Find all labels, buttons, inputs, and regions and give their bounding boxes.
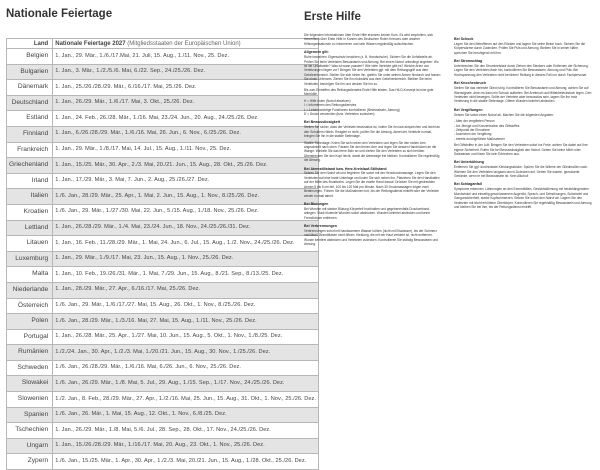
country-cell: Lettland [7, 220, 53, 236]
table-header-row [7, 39, 319, 49]
section-heading: Bei Blutungen [304, 201, 329, 206]
country-cell: Polen [7, 314, 53, 330]
section-heading: Bei Vergiftungen [454, 107, 483, 112]
holidays-table [6, 38, 319, 470]
country-cell: Luxemburg [7, 251, 53, 267]
country-cell: Ungarn [7, 438, 53, 454]
holiday-dates-cell: 1. Jan., 26./28./29. Mär., 1./4. Mai, 23./24. Jun., 18. Nov., 24./25./26./31. Dez. [53, 220, 319, 236]
paragraph: Bei Wunden mit starker Blutung Körperteil hochhalten und gegebenenfalls Druckverband anlegen. Stark blutende Wunden sofort abdrücken. Wunden keimfrei abdecken und keine Fremdkörper entfernen. [304, 206, 431, 220]
holiday-header-title: Nationale Feiertage 2027 [55, 40, 126, 47]
section-heading: Bei Stromschlag [454, 59, 483, 64]
holiday-dates-cell: 1./2. Jan., 8. Feb., 28./29. Mär., 27. Apr., 1./2./16. Mai, 25. Jun., 15. Aug., 31. Okt., 1. Nov., 25./26. Dez. [53, 392, 319, 408]
holiday-dates-cell: 1. Jan., 15./25. Mär., 30. Apr., 2./3. Mai, 20./21. Jun., 15. Aug., 28. Okt., 25./26. Dez. [53, 158, 319, 174]
country-cell: Belgien [7, 49, 53, 65]
paragraph: Unterbrechen Sie den Stromkreislauf durch Ziehen des Steckers oder Entfernen der Sicherung. Legen Sie den Verletzten flach hin, kontrollieren Sie Bewusstsein, Atmung und Puls. Bei Hochspannung den Verletzten nicht berühren! Rettung in diesem Fall nur durch Fachpersonal. [454, 64, 589, 77]
table-row [7, 95, 319, 111]
country-cell: Italien [7, 189, 53, 205]
country-cell: Deutschland [7, 95, 53, 111]
list-item: - Art, Menge und Konzentration des Giftstoffes [454, 123, 520, 128]
table-row [7, 142, 319, 158]
first-aid-column-right [454, 33, 592, 211]
table-row [7, 189, 319, 205]
bullet-list [454, 119, 592, 141]
section-heading: Bei Atemstillstand bzw. Herz-Kreislauf-Stillstand [304, 166, 387, 171]
table-row [7, 236, 319, 252]
first-aid-column-left [304, 33, 442, 249]
holiday-dates-cell: 1. Jan., 28./29. Mär., 27. Apr., 6./16./17. Mai, 25./26. Dez. [53, 282, 319, 298]
country-cell: Frankreich [7, 142, 53, 158]
section-heading: Allgemein gilt: [304, 50, 329, 55]
list-item: H = Hilfe holen (Notruf absetzen) [304, 98, 351, 103]
paragraph: Setzen Sie den Notruf ab und beginnen Sie sofort mit der Herzdruckmassage. Legen Sie den Verletzten auf eine harte Unterlage und knien Sie sich neben ihn. Platzieren Sie den Handballen auf der Mitte des Brustkorbs. Legen Sie die zweite Hand darauf. Drücken Sie mit gestreckten Armen 5 bis 6 cm tief, 100 bis 120 Mal pro Minute. Nach 30 Druckmassagen folgen zwei Beatmungen. Führen Sie die Maßnahmen fort, bis der Rettungsdienst eintrifft oder der Verletzte wieder normal atmet. [304, 171, 440, 198]
holiday-dates-cell: 1. Jan., 6./26./28./29. Mär., 1./6./16. Mai, 26. Jun., 6. Nov., 6./25./26. Dez. [53, 126, 319, 142]
holiday-dates-cell: 1. Jan., 15./26./28./29. Mär., 1./16./17. Mai, 20. Aug., 23. Okt., 1. Nov., 25./26. Dez. [53, 438, 319, 454]
table-row [7, 392, 319, 408]
table-row [7, 438, 319, 454]
holiday-dates-cell: 1./6. Jan., 28./29. Mär., 1./3./16. Mai, 27. Mai, 15. Aug., 1./11. Nov., 25./26. Dez. [53, 314, 319, 330]
table-row [7, 49, 319, 65]
paragraph: Entfernen Sie ggf. durchnässte Kleidungsstücke. Spüren Sie die Wärme der Gliedmaßen nach. Wärmen Sie den Verletzten langsam durch Zudecken auf. Geben Sie warme, gezuckerte Getränke, wenn er bei Bewusstsein ist. Kein Alkohol! [454, 165, 589, 179]
paragraph: Setzen Sie sofort einen Notruf ab. Machen Sie die folgenden Angaben: [454, 112, 554, 117]
country-cell: Zypern [7, 454, 53, 470]
table-row [7, 282, 319, 298]
list-item: - Zeitpunkt der Einnahme [454, 127, 490, 132]
table-row [7, 267, 319, 283]
table-row [7, 345, 319, 361]
page-title-first-aid: Erste Hilfe [304, 11, 361, 23]
holiday-dates-cell: 1./6. Jan., 26./29. Mär., 1./8. Mai, 5. Jul., 29. Aug., 1./15. Sep., 1./17. Nov., 24./25./26. Dez. [53, 376, 319, 392]
country-cell: Österreich [7, 298, 53, 314]
paragraph: Bis zum Eintreffen des Rettungsdienstes Erste Hilfe leisten. Das HILD-Konzept ist eine gute Merkhilfe. [304, 87, 434, 97]
table-row [7, 173, 319, 189]
page-title: Nationale Feiertage [6, 8, 113, 20]
section-heading: Bei Unterkühlung [454, 160, 484, 165]
country-cell: Estland [7, 111, 53, 127]
holiday-dates-cell: 1. Jan., 26./29. Mär., 1./8. Mai, 5./6. Jul., 28. Sep., 28. Okt., 17. Nov., 24./25./26. Dez. [53, 423, 319, 439]
table-row [7, 111, 319, 127]
table-row [7, 376, 319, 392]
country-cell: Niederlande [7, 282, 53, 298]
list-item: I = Informieren des Rettungsdienstes [304, 103, 357, 108]
country-cell: Kroatien [7, 204, 53, 220]
section-heading: Bei Bewusstlosigkeit [304, 120, 340, 125]
country-cell: Dänemark [7, 80, 53, 96]
table-row [7, 360, 319, 376]
holiday-dates-cell: 1. Jan., 29. Mär., 1./6./17.Mai, 21. Juli, 15. Aug., 1./11. Nov., 25. Dez. [53, 49, 319, 65]
holiday-dates-cell: 1. Jan., 29. Mär., 1./8./17. Mai, 14. Jul., 15. Aug., 1./11. Nov., 25. Dez. [53, 142, 319, 158]
country-cell: Tschechien [7, 423, 53, 439]
paragraph: Symptome erkennen: Lähmungen an den Extremitäten, Gesichtslähmung mit herabhängendem Mundwinkel und einseitig geschlossenem Augenlid, Sprach- und Sehstörungen, Schwindel und Gangunsicherheit, starke Kopfschmerzen. Setzen Sie sofort den Notruf ab. Lagern Sie den Verletzten mit leicht erhöhtem Oberkörper. Kontrollieren Sie regelmäßig Bewusstsein und Atmung und bleiben Sie bei ihm, bis der Rettungsdienst eintrifft. [454, 187, 592, 209]
list-item: - Alter der vergifteten Person [454, 119, 495, 124]
holiday-dates-cell: 1. Jan., 26./29. Mär., 1./6./17. Mai, 3. Okt., 25./26. Dez. [53, 95, 319, 111]
country-cell: Portugal [7, 329, 53, 345]
table-row [7, 454, 319, 470]
holiday-dates-cell: 1. Jan., 25./26./28./29. Mär., 6./16./17. Mai, 25./26. Dez. [53, 80, 319, 96]
holiday-dates-cell: 1. Jan., 3. Mär., 1./2./5./6. Mai, 6./22. Sep., 24./25./26. Dez. [53, 64, 319, 80]
paragraph: Stellen Sie das verletzte Glied ruhig. Kontrollieren Sie Bewusstsein und Atmung, achten Sie auf Warnsignale, denn es kann ein Schock auftreten. Bei Armbruch auf Mitteldreieckstuch legen. Den Verletzten nicht bewegen. Sollte der Verletzte aber bewusstlos sein, lagern Sie ihn trotz Verletzung in die stabile Seitenlage. Offene Wunden keimfrei abdecken. [454, 86, 592, 104]
table-row [7, 64, 319, 80]
paragraph: Ruhe bewahren. Eigenschutz beachten (z. B. Handschuhe). Sichern Sie die Unfallstelle ab. Prüfen Sie beim Verletzten Bewusstsein und Atmung. Bei einem Notruf unbedingt angeben: Wo ist die Unfallstelle? Was ist wann passiert? Wie viele Verletzte gibt es? Welche Arten von Verletzungen liegen vor? Bringen Sie den Verletzten ggf. mit dem Rettungsgriff aus dem Gefahrenbereich. Stellen Sie sich hinter ihn, greifen Sie unter seinen Armen hindurch und fassen Sie einen Unterarm. Ziehen Sie ihn rückwärts aus dem Gefahrenbereich. Bleiben Sie beim Verletzten, beruhigen Sie ihn und decken Sie ihn zu. [304, 55, 441, 86]
table-row [7, 158, 319, 174]
country-cell: Finnland [7, 126, 53, 142]
holiday-header [53, 39, 319, 49]
table-row [7, 220, 319, 236]
holiday-header-subtitle: (Mitgliedsstaaten der Europäischen Union) [127, 40, 241, 47]
section-heading: Bei Knochenbruch [454, 81, 486, 86]
holiday-dates-cell: 1. Jan., 16. Feb., 11./28./29. Mär., 1. Mai, 24. Jun., 6. Jul., 15. Aug., 1./2. Nov., 24./25./26. Dez. [53, 236, 319, 252]
holiday-dates-cell: 1./6. Jan., 28./29. Mär., 25. Apr., 1. Mai, 2. Jun., 15. Aug., 1. Nov., 8./25./26. Dez. [53, 189, 319, 205]
table-row [7, 314, 319, 330]
holiday-dates-cell: 1./6. Jan., 26./28./29. Mär., 1./6./16. Mai, 6./26. Jun., 6. Nov., 25./26. Dez. [53, 360, 319, 376]
table-row [7, 423, 319, 439]
table-row [7, 204, 319, 220]
country-cell: Slowakei [7, 376, 53, 392]
paragraph: Stellen Sie sicher, dass der Verletzte bewusstlos ist, indem Sie ihn laut ansprechen und leicht an den Schultern rütteln. Reagiert er nicht, prüfen Sie die Atmung. Atmet der Verletzte normal, bringen Sie ihn in die stabile Seitenlage. [304, 125, 441, 139]
section-heading: Bei Schock [454, 37, 474, 41]
table-row [7, 80, 319, 96]
list-item: - bereits durchgeführte Maßnahmen [454, 136, 505, 141]
section-heading: Bei Verbrennungen [304, 224, 337, 229]
holiday-dates-cell: 1. Jan., 10. Feb., 19./26./31. Mär., 1. Mai, 7./29. Jun., 15. Aug., 8./21. Sep., 8./13./25. Dez. [53, 267, 319, 283]
list-item: - Anzeichen der Vergiftung [454, 132, 492, 137]
holiday-dates-cell: 1./6. Jan., 29. Mär., 1./27./30. Mai, 22. Jun., 5./15. Aug., 1./18. Nov., 25./26. Dez. [53, 204, 319, 220]
first-aid-text [304, 33, 596, 418]
first-aid-page [300, 0, 600, 423]
country-cell: Litauen [7, 236, 53, 252]
holiday-dates-cell: 1./6. Jan., 26. Mär., 1. Mai, 15. Aug., 12. Okt., 1. Nov., 6./8./25. Dez. [53, 407, 319, 423]
list-item: L = Lebenswichtige Funktionen kontrollieren (Bewusstsein, Atmung) [304, 107, 400, 112]
holiday-rows [7, 49, 319, 470]
table-row [7, 126, 319, 142]
bullet-list [304, 99, 442, 117]
country-cell: Rumänien [7, 345, 53, 361]
country-cell: Bulgarien [7, 64, 53, 80]
holiday-dates-cell: 1./6. Jan., 15./25. Mär., 1. Apr., 30. Apr., 1./2./3. Mai, 20./21. Jun., 15. Aug., 1./28. Okt., 25./26. Dez. [53, 454, 319, 470]
table-row [7, 407, 319, 423]
paragraph: Verbrennungen sofort mit handwarmem Wasser kühlen (nicht mit Eiswasser), bis der Schmerz nachlässt. Brandblasen nicht öffnen. Kleidung, die mit der Haut verklebt ist, nicht entfernen. Wunde keimfrei abdecken und Verletzten zudecken. Kontrollieren Sie ständig Bewusstsein und Atmung. [304, 228, 438, 247]
paragraph: Legen Sie den Betroffenen auf den Rücken und lagern Sie seine Beine hoch. Sichern Sie die Körperwärme durch Zudecken. Prüfen Sie Puls und Atmung. Bleiben Sie in seiner Nähe, sprechen Sie beruhigend mit ihm. [454, 41, 586, 55]
table-row [7, 329, 319, 345]
table-row [7, 251, 319, 267]
holiday-dates-cell: 1. Jan., 17./29. Mär., 3. Mai, 7. Jun., 2. Aug., 25./26./27. Dez. [53, 173, 319, 189]
holiday-dates-cell: 1. Jan., 26./28. Mär., 25. Apr., 1./27. Mai, 10. Jun., 15. Aug., 5. Okt., 1. Nov., 1./8./25. Dez. [53, 329, 319, 345]
holiday-dates-cell: 1./2./24. Jan., 30. Apr., 1./2./3. Mai, 1./20./21. Jun., 15. Aug., 30. Nov., 1./25./26. Dez. [53, 345, 319, 361]
country-cell: Slowenien [7, 392, 53, 408]
paragraph: Stabile Seitenlage: Knien Sie sich neben den Verletzten und legen Sie den nahen Arm angewinkelt nach oben. Fassen Sie den fernen Arm und legen Sie dessen Handrücken an die Wange. Winkeln Sie das ferne Bein an und ziehen Sie den Verletzten zu sich herüber. Überstrecken Sie den Kopf leicht, damit die Atemwege frei bleiben. Kontrollieren Sie regelmäßig die Atmung. [304, 140, 440, 163]
table-row [7, 298, 319, 314]
paragraph: Die folgenden Informationen über Erste Hilfe ersetzen keinen Kurs. Es wird empfohlen, sich theoretisch über Erste Hilfe in Kursen des Deutschen Roten Kreuzes oder anderer Hilfsorganisationen zu informieren und sein Wissen regelmäßig aufzufrischen. [304, 33, 434, 46]
section-heading: Bei Schlaganfall [454, 182, 482, 187]
list-item: D = Decke verwenden (bzw. Verletzten zudecken) [304, 112, 375, 116]
country-cell: Schweden [7, 360, 53, 376]
country-cell: Griechenland [7, 158, 53, 174]
country-cell: Spanien [7, 407, 53, 423]
holiday-dates-cell: 1. Jan., 24. Feb., 26./28. Mär., 1./16. Mai, 23./24. Jun., 20. Aug., 24./25./26. Dez. [53, 111, 319, 127]
country-cell: Irland [7, 173, 53, 189]
paragraph: Bei Giftstoffen in der Luft: Bringen Sie den Verletzten sofort ins Freie, achten Sie dabei auf Ihre eigene Sicherheit. Rufen Sie bei Bewusstlosigkeit den Notruf. Geben Sie keine Milch oder Salzwasser und lösen Sie kein Erbrechen aus. [454, 143, 588, 156]
holiday-dates-cell: 1./6. Jan., 29. Mär., 1./6./17./27. Mai, 15. Aug., 26. Okt., 1. Nov., 8./25./26. Dez. [53, 298, 319, 314]
country-cell: Malta [7, 267, 53, 283]
holiday-dates-cell: 1. Jan., 29. Mär., 1./9./17. Mai, 23. Jun., 15. Aug., 1. Nov., 25./26. Dez. [53, 251, 319, 267]
country-header: Land [7, 39, 53, 49]
